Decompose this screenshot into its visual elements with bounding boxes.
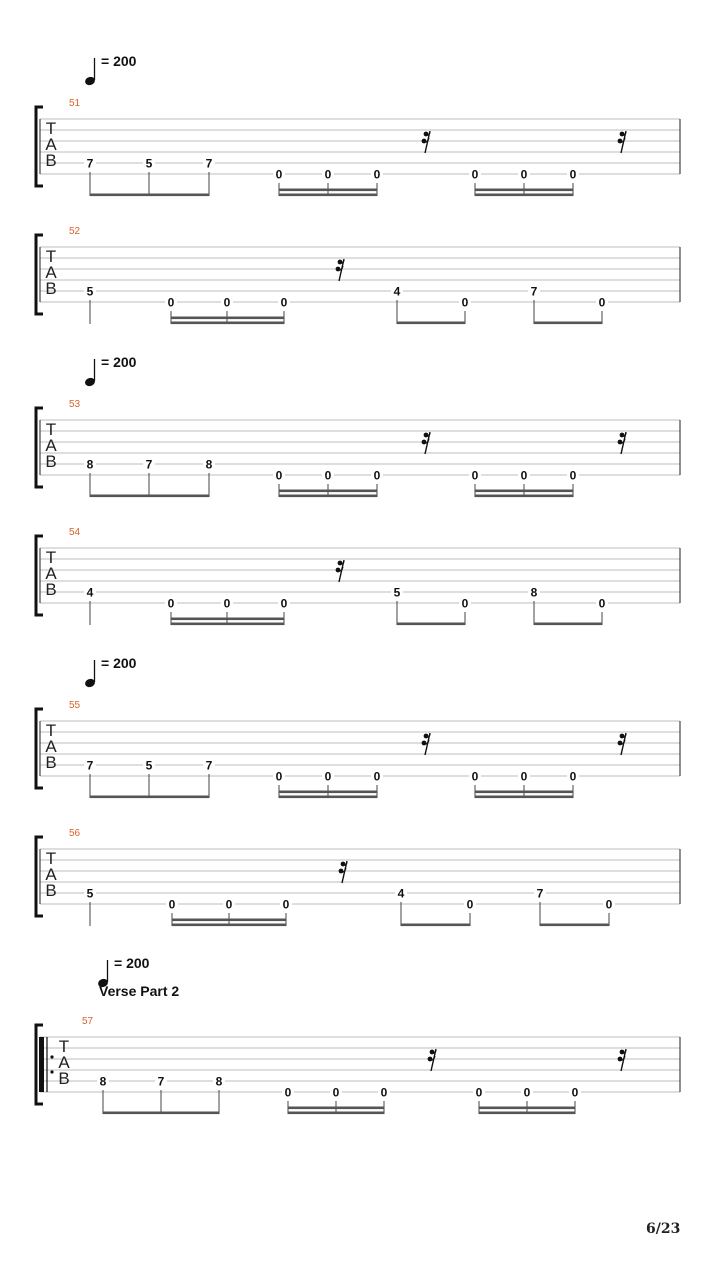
tab-clef-letter: B [45,881,57,900]
tab-clef-letter: B [45,151,57,170]
fret-number: 0 [520,468,528,483]
fret-number: 0 [571,1085,579,1100]
note-beam [172,919,286,922]
fret-number: 5 [145,156,153,171]
note-beam [397,623,465,626]
fret-number: 7 [536,886,544,901]
note-beam [288,1112,384,1115]
fret-number: 7 [205,758,213,773]
fret-number: 7 [86,156,94,171]
note-beam [475,189,573,192]
tab-clef-letter: A [45,737,57,756]
fret-number: 0 [373,769,381,784]
tab-clef-letter: T [45,849,57,868]
measure-number: 52 [69,226,81,237]
fret-number: 0 [598,596,606,611]
note-beam [475,490,573,493]
tempo-marking: = 200 [101,53,137,69]
fret-number: 0 [280,596,288,611]
tab-clef-letter: B [45,753,57,772]
tempo-marking: = 200 [101,655,137,671]
fret-number: 0 [373,468,381,483]
note-beam [397,322,465,325]
fret-number: 5 [393,585,401,600]
fret-number: 0 [471,167,479,182]
note-beam [475,796,573,799]
repeat-thick-bar [39,1037,44,1092]
fret-number: 8 [205,457,213,472]
fret-number: 0 [284,1085,292,1100]
tab-clef-letter: A [45,564,57,583]
fret-number: 0 [471,468,479,483]
fret-number: 0 [275,167,283,182]
repeat-dot [50,1055,53,1058]
fret-number: 5 [86,284,94,299]
fret-number: 0 [466,897,474,912]
note-beam [475,791,573,794]
tab-clef-letter: A [45,865,57,884]
fret-number: 0 [275,769,283,784]
fret-number: 0 [475,1085,483,1100]
tab-clef-letter: B [45,580,57,599]
fret-number: 0 [168,897,176,912]
fret-number: 7 [145,457,153,472]
repeat-dot [50,1070,53,1073]
fret-number: 0 [324,468,332,483]
fret-number: 0 [461,295,469,310]
note-beam [279,796,377,799]
note-beam [475,495,573,498]
tab-clef-letter: T [45,247,57,266]
fret-number: 0 [520,769,528,784]
tab-clef-letter: B [45,279,57,298]
note-beam [172,924,286,927]
fret-number: 0 [520,167,528,182]
tab-clef-letter: B [58,1069,70,1088]
note-beam [279,791,377,794]
fret-number: 0 [167,295,175,310]
tab-clef-letter: B [45,452,57,471]
note-beam [401,924,470,927]
note-beam [279,490,377,493]
fret-number: 0 [461,596,469,611]
note-beam [90,194,209,197]
measure-number: 55 [69,700,81,711]
tab-clef-letter: T [58,1037,70,1056]
note-beam [279,189,377,192]
fret-number: 0 [569,468,577,483]
note-beam [103,1112,219,1115]
fret-number: 0 [605,897,613,912]
measure-number: 53 [69,399,81,410]
note-beam [90,495,209,498]
tempo-marking: = 200 [114,955,150,971]
note-beam [479,1112,575,1115]
fret-number: 0 [324,769,332,784]
fret-number: 0 [225,897,233,912]
note-beam [479,1107,575,1110]
fret-number: 0 [569,769,577,784]
tab-clef-letter: T [45,420,57,439]
fret-number: 0 [167,596,175,611]
tempo-marking: = 200 [101,354,137,370]
fret-number: 0 [324,167,332,182]
note-beam [534,623,602,626]
note-beam [475,194,573,197]
tab-clef-letter: A [45,135,57,154]
tab-clef-letter: T [45,721,57,740]
page-number: 6/23 [646,1221,681,1237]
note-beam [90,796,209,799]
tab-clef-letter: A [45,436,57,455]
tab-clef-letter: T [45,119,57,138]
fret-number: 0 [223,596,231,611]
fret-number: 4 [397,886,405,901]
measure-number: 51 [69,98,81,109]
note-beam [171,317,284,320]
fret-number: 7 [86,758,94,773]
fret-number: 7 [157,1074,165,1089]
note-beam [171,618,284,621]
note-beam [279,194,377,197]
note-beam [171,322,284,325]
note-beam [171,623,284,626]
fret-number: 0 [471,769,479,784]
measure-number: 57 [82,1016,94,1027]
fret-number: 8 [215,1074,223,1089]
tab-clef-letter: A [45,263,57,282]
section-label: Verse Part 2 [99,983,180,999]
fret-number: 0 [332,1085,340,1100]
fret-number: 4 [393,284,401,299]
fret-number: 0 [275,468,283,483]
fret-number: 7 [530,284,538,299]
fret-number: 5 [86,886,94,901]
fret-number: 5 [145,758,153,773]
fret-number: 0 [282,897,290,912]
tab-clef-letter: A [58,1053,70,1072]
measure-number: 56 [69,828,81,839]
fret-number: 8 [530,585,538,600]
note-beam [279,495,377,498]
fret-number: 0 [223,295,231,310]
measure-number: 54 [69,527,81,538]
note-beam [534,322,602,325]
fret-number: 0 [380,1085,388,1100]
fret-number: 0 [598,295,606,310]
fret-number: 7 [205,156,213,171]
fret-number: 0 [280,295,288,310]
tab-clef-letter: T [45,548,57,567]
fret-number: 0 [523,1085,531,1100]
fret-number: 4 [86,585,94,600]
fret-number: 0 [373,167,381,182]
note-beam [288,1107,384,1110]
fret-number: 0 [569,167,577,182]
fret-number: 8 [86,457,94,472]
fret-number: 8 [99,1074,107,1089]
note-beam [540,924,609,927]
